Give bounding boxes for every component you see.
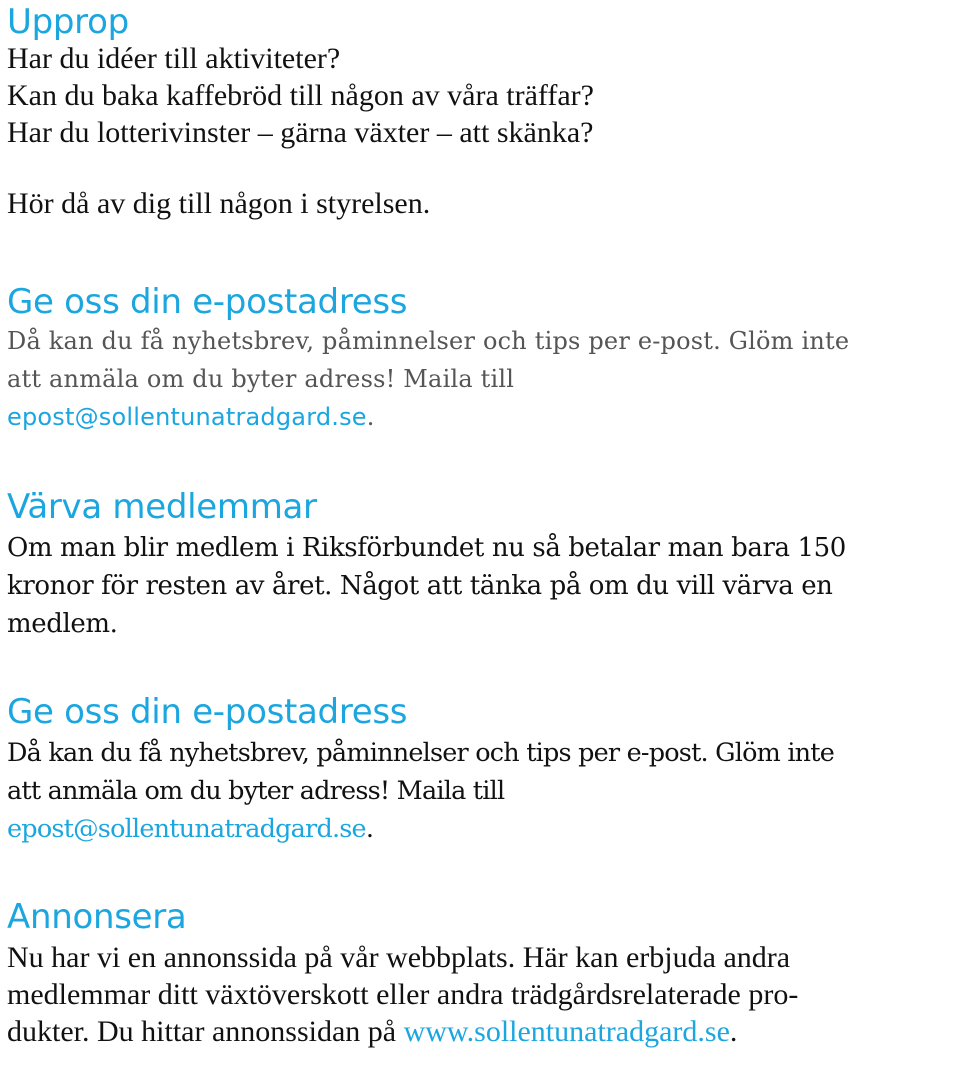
punctuation: .	[365, 814, 374, 844]
heading-upprop: Upprop	[7, 2, 129, 42]
heading-annonsera: Annonsera	[7, 897, 187, 937]
epost-2-body	[7, 734, 957, 848]
upprop-line: Har du idéer till aktiviteter?	[7, 42, 341, 75]
varva-line: Om man blir medlem i Riksförbundet nu så betalar man bara 150	[7, 533, 846, 563]
epost-2-line: Då kan du få nyhetsbrev, påminnelser och tips per e-post. Glöm inte	[7, 738, 835, 768]
heading-varva: Värva medlemmar	[7, 487, 317, 527]
section-varva	[7, 487, 957, 643]
section-epost-1	[7, 282, 957, 436]
section-annonsera	[7, 897, 957, 1050]
punctuation: .	[729, 1015, 738, 1048]
epost-2-email-line	[7, 810, 957, 848]
annonsera-line: medlemmar ditt växtöverskott eller andra trädgårdsrelaterade pro-	[7, 978, 799, 1011]
epost-1-line: att anmäla om du byter adress! Maila till	[7, 365, 515, 393]
heading-epost-1: Ge oss din e-postadress	[7, 282, 408, 322]
heading-epost-2: Ge oss din e-postadress	[7, 692, 408, 732]
varva-line: kronor för resten av året. Något att tänka på om du vill värva en	[7, 571, 833, 601]
upprop-line: Kan du baka kaffebröd till någon av våra träffar?	[7, 79, 594, 112]
email-link[interactable]: epost@sollentunatradgard.se	[7, 814, 366, 844]
section-epost-2	[7, 692, 957, 848]
spacer	[7, 151, 957, 185]
section-upprop	[7, 2, 957, 222]
upprop-line: Har du lotterivinster – gärna växter – att skänka?	[7, 116, 594, 149]
varva-body	[7, 529, 957, 643]
annonsera-url-line	[7, 1013, 957, 1050]
punctuation: .	[366, 403, 375, 431]
epost-1-line: Då kan du få nyhetsbrev, påminnelser och tips per e-post. Glöm inte	[7, 327, 850, 355]
epost-2-line: att anmäla om du byter adress! Maila till	[7, 776, 505, 806]
varva-line: medlem.	[7, 609, 118, 639]
annonsera-line: Nu har vi en annonssida på vår webbplats. Här kan erbjuda andra	[7, 941, 791, 974]
annonsera-body	[7, 939, 957, 1050]
email-link[interactable]: epost@sollentunatradgard.se	[7, 403, 367, 431]
annonsera-line-prefix: dukter. Du hittar annonssidan på	[7, 1015, 404, 1048]
website-link[interactable]: www.sollentunatradgard.se	[403, 1015, 730, 1048]
epost-1-body	[7, 322, 957, 436]
epost-1-email-line	[7, 398, 957, 436]
upprop-body	[7, 40, 957, 222]
upprop-line: Hör då av dig till någon i styrelsen.	[7, 187, 431, 220]
